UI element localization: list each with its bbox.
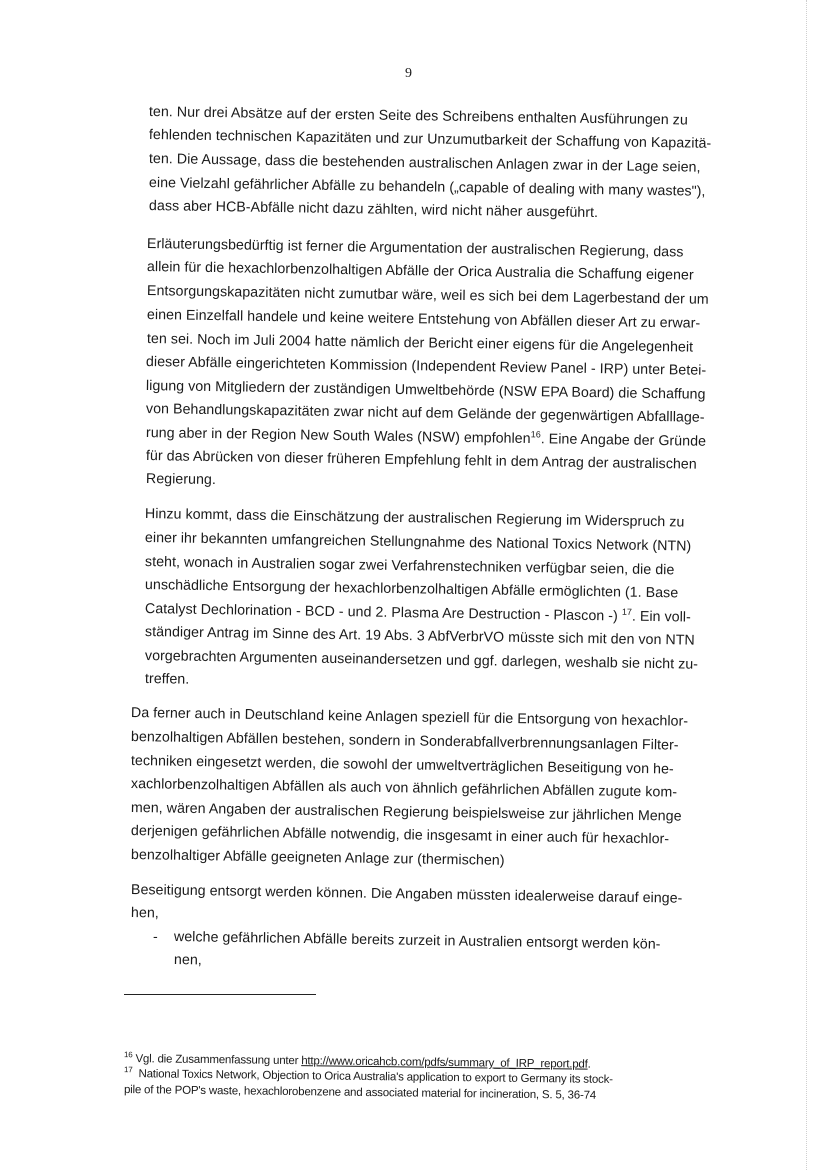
- text-line: ständiger Antrag im Sinne des Art. 19 Abs. 3 AbfVerbrVO müsste sich mit den von NTN: [144, 624, 695, 649]
- text-line: men, wären Angaben der australischen Regierung beispielsweise zur jährlichen Menge: [130, 800, 682, 825]
- text-line: Regierung.: [145, 471, 217, 489]
- text-line: eine Vielzahl gefährlicher Abfälle zu behandeln („capable of dealing with many wastes"),: [148, 175, 706, 200]
- list-item-text: welche gefährlichen Abfälle bereits zurzeit in Australien entsorgt werden kön-: [173, 929, 661, 953]
- text-line: steht, wonach in Australien sogar zwei Verfahrenstechniken verfügbar seien, die die: [144, 554, 675, 579]
- text-line: Beseitigung entsorgt werden können. Die Angaben müssten idealerweise darauf einge-: [130, 882, 683, 907]
- footnote-ref: 17: [621, 606, 633, 617]
- footnote-17: [123, 1065, 613, 1086]
- text-line: Erläuterungsbedürftig ist ferner die Argumentation der australischen Regierung, dass: [146, 236, 684, 261]
- text-line: Entsorgungskapazitäten nicht zumutbar wäre, weil es sich bei dem Lagerbestand der um: [146, 283, 709, 308]
- page-number: 9: [405, 66, 412, 81]
- list-bullet: -: [153, 929, 158, 945]
- text-line: benzolhaltiger Abfälle geeigneten Anlage zur (thermischen): [130, 847, 505, 869]
- footnote-text: Vgl. die Zusammenfassung unter: [135, 1053, 299, 1068]
- footnote-link[interactable]: http://www.oricahcb.com/pdfs/summary_of_IRP_report.pdf: [301, 1055, 588, 1071]
- text-line: [145, 601, 691, 626]
- text-run: Catalyst Dechlorination - BCD - und 2. Plasma Are Destruction - Plascon -): [144, 601, 618, 625]
- text-line: ten sei. Noch im Juli 2004 hatte nämlich der Bericht einer eigens für die Angelegenheit: [146, 331, 694, 356]
- scan-edge: [806, 0, 807, 1170]
- text-line: techniken eingesetzt werden, die sowohl der umweltverträglichen Beseitigung von he-: [130, 753, 674, 778]
- text-line: einen Einzelfall handele und keine weitere Entstehung von Abfällen dieser Art zu erwar-: [146, 307, 701, 332]
- text-line: treffen.: [144, 671, 190, 688]
- text-line: unschädliche Entsorgung der hexachlorbenzolhaltigen Abfälle ermöglichten (1. Base: [144, 577, 679, 602]
- text-line: Da ferner auch in Deutschland keine Anlagen speziell für die Entsorgung von hexachlor-: [130, 705, 689, 730]
- text-line: einer ihr bekannten umfangreichen Stellungnahme des National Toxics Network (NTN): [144, 530, 692, 555]
- footnote-text: National Toxics Network, Objection to Orica Australia's application to export to Germany its stock-: [138, 1068, 613, 1086]
- footnote-number: 16: [123, 1050, 133, 1060]
- text-line: hen,: [130, 905, 159, 922]
- text-line: benzolhaltigen Abfällen bestehen, sondern in Sonderabfallverbrennungsanlagen Filter-: [130, 729, 679, 754]
- list-item-text: nen,: [173, 952, 202, 969]
- text-line: Hinzu kommt, dass die Einschätzung der australischen Regierung im Widerspruch zu: [144, 506, 685, 531]
- footnote-text: .: [587, 1058, 591, 1071]
- text-line: allein für die hexachlorbenzolhaltigen Abfälle der Orica Australia die Schaffung eigener: [146, 259, 694, 284]
- text-line: dass aber HCB-Abfälle nicht dazu zählten, wird nicht näher ausgeführt.: [148, 198, 599, 222]
- footnote-ref: 16: [530, 429, 541, 440]
- text-line: ten. Die Aussage, dass die bestehenden australischen Anlagen zwar in der Lage seien,: [148, 151, 701, 176]
- text-line: ligung von Mitgliedern der zuständigen Umweltbehörde (NSW EPA Board) die Schaffung: [145, 378, 706, 403]
- text-line: derjenigen gefährlichen Abfälle notwendig, die insgesamt in einer auch für hexachlor-: [130, 823, 670, 848]
- text-line: von Behandlungskapazitäten zwar nicht auf dem Gelände der gegenwärtigen Abfalllage-: [145, 401, 705, 426]
- text-run: . Ein voll-: [631, 608, 691, 626]
- text-line: fehlenden technischen Kapazitäten und zur Unzumutbarkeit der Schaffung von Kapazitä-: [148, 127, 712, 152]
- text-line: für das Abrücken von dieser früheren Empfehlung fehlt in dem Antrag der australischen: [145, 448, 697, 473]
- footnote-number: 17: [123, 1065, 133, 1075]
- text-line: [146, 425, 706, 450]
- text-line: dieser Abfälle eingerichteten Kommission (Independent Review Panel - IRP) unter Betei-: [145, 354, 707, 379]
- text-line: ten. Nur drei Absätze auf der ersten Seite des Schreibens enthalten Ausführungen zu: [148, 104, 688, 129]
- text-run: rung aber in der Region New South Wales (NSW) empfohlen: [145, 425, 531, 448]
- text-run: . Eine Angabe der Gründe: [540, 431, 707, 450]
- footnote-separator: [124, 994, 316, 995]
- text-line: xachlorbenzolhaltigen Abfällen als auch von ähnlich gefährlichen Abfällen zugute kom-: [130, 776, 678, 801]
- text-line: vorgebrachten Argumenten auseinandersetzen und ggf. darlegen, weshalb sie nicht zu-: [144, 648, 699, 673]
- footnote-text: pile of the POP's waste, hexachlorobenzene and associated material for incineration, S. 5, 36-74: [123, 1084, 597, 1102]
